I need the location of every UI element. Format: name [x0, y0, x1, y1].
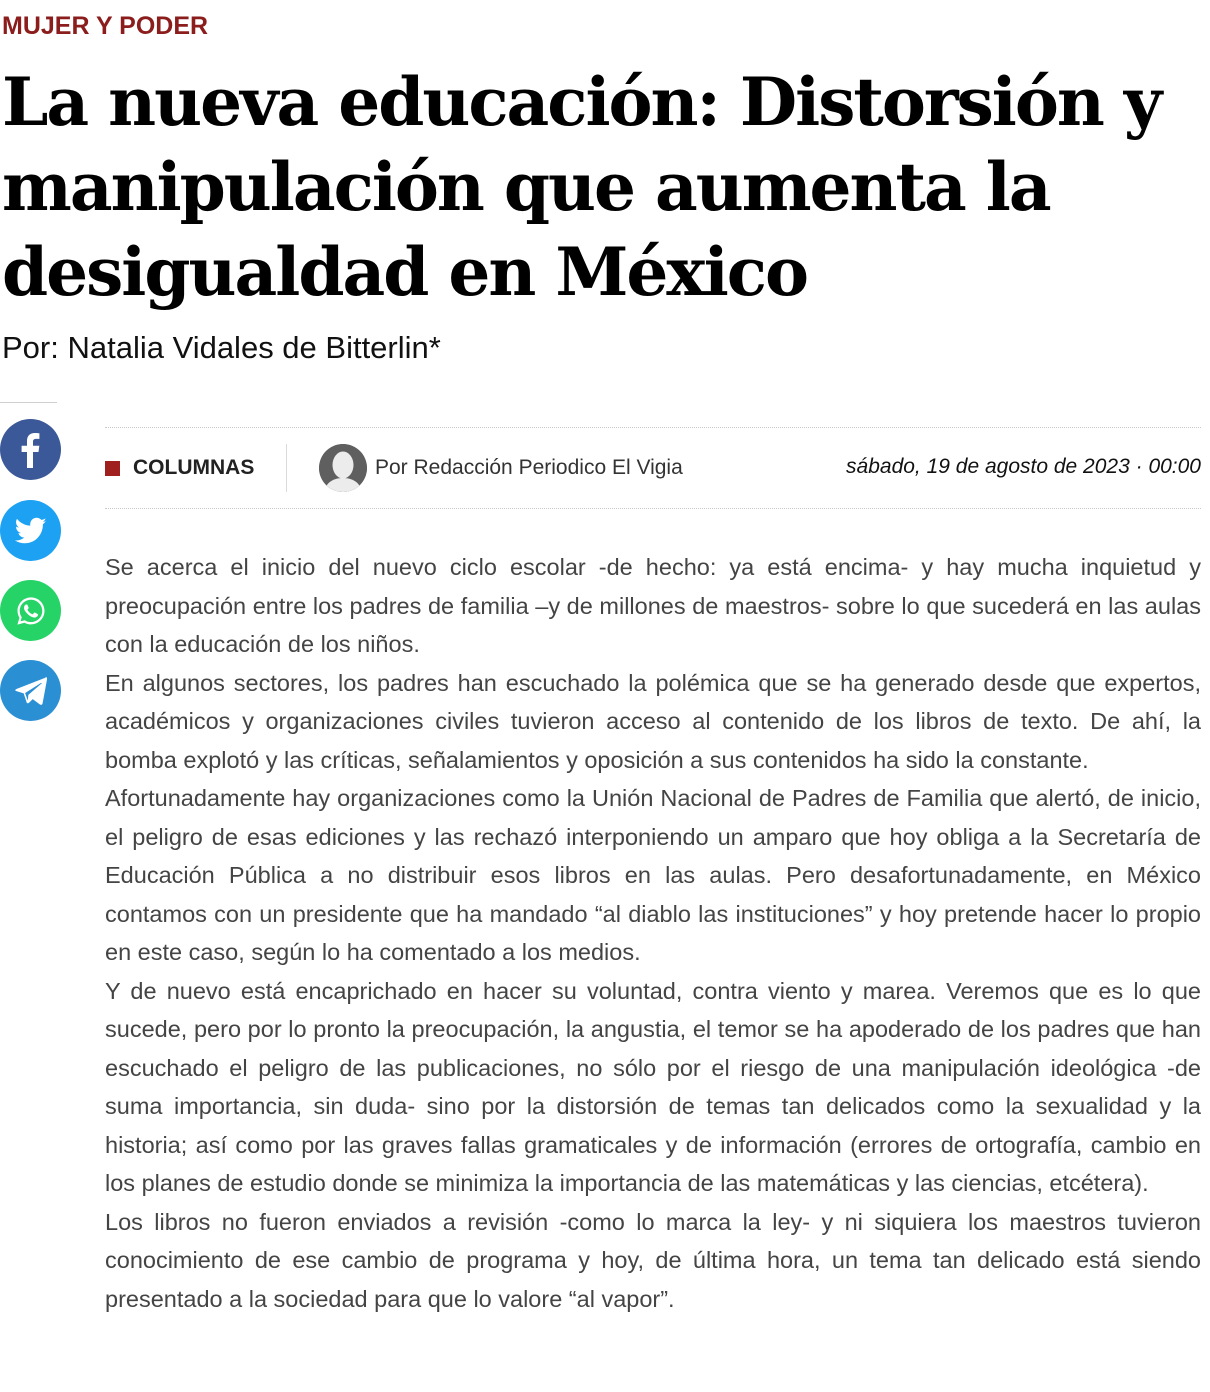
author-name[interactable]: Por Redacción Periodico El Vigia	[375, 456, 683, 479]
publish-date: sábado, 19 de agosto de 2023 · 00:00	[846, 455, 1201, 478]
article-paragraph: Los libros no fueron enviados a revisión -como lo marca la ley- y ni siquiera los maestros tuvieron conocimiento de ese cambio de programa y hoy, de última hora, un tema tan delicado está siendo presentado a la sociedad para que lo valore “al vapor”.	[105, 1208, 1201, 1312]
share-whatsapp-button[interactable]	[0, 580, 61, 641]
article-meta-bar	[105, 427, 1201, 509]
author-block	[319, 444, 683, 492]
share-telegram-button[interactable]	[0, 660, 61, 721]
whatsapp-icon	[14, 594, 48, 628]
share-twitter-button[interactable]	[0, 500, 61, 561]
avatar	[319, 444, 367, 492]
telegram-icon	[15, 677, 47, 705]
meta-divider	[286, 444, 287, 492]
share-facebook-button[interactable]	[0, 419, 61, 480]
article-paragraph: Y de nuevo está encaprichado en hacer su voluntad, contra viento y marea. Veremos que es lo que sucede, pero por lo pronto la preocupación, la angustia, el temor se ha apoderado de los padres que han escuchado el peligro de las publicaciones, no sólo por el riesgo de una manipulación ideológica -de suma importancia, sin duda- sino por la distorsión de temas tan delicados como la sexualidad y la historia; así como por las graves fallas gramaticales y de información (errores de ortografía, cambio en los planes de estudio donde se minimiza la importancia de las matemáticas y las ciencias, etcétera).	[105, 977, 1201, 1196]
article-paragraph: Se acerca el inicio del nuevo ciclo escolar -de hecho: ya está encima- y hay mucha inquietud y preocupación entre los padres de familia –y de millones de maestros- sobre lo que sucederá en las aulas con la educación de los niños.	[105, 554, 1201, 657]
share-divider	[0, 402, 57, 403]
facebook-icon	[16, 432, 46, 468]
twitter-icon	[15, 517, 47, 545]
category-label: COLUMNAS	[133, 456, 255, 479]
article-byline: Por: Natalia Vidales de Bitterlin*	[2, 330, 441, 365]
section-label[interactable]: MUJER Y PODER	[2, 12, 209, 40]
category-link[interactable]	[105, 456, 254, 480]
article-paragraph: En algunos sectores, los padres han escuchado la polémica que se ha generado desde que expertos, académicos y organizaciones civiles tuvieron acceso al contenido de los libros de texto. De ahí, la bomba explotó y las críticas, señalamientos y oposición a sus contenidos ha sido la constante.	[105, 669, 1201, 773]
article-body	[105, 548, 1201, 1318]
user-avatar-icon	[319, 444, 367, 492]
article-paragraph: Afortunadamente hay organizaciones como la Unión Nacional de Padres de Familia que alertó, de inicio, el peligro de esas ediciones y las rechazó interponiendo un amparo que hoy obliga a la Secretaría de Educación Pública a no distribuir esos libros en las aulas. Pero desafortunadamente, en México contamos con un presidente que ha mandado “al diablo las instituciones” y hoy pretende hacer lo propio en este caso, según lo ha comentado a los medios.	[105, 785, 1201, 965]
category-square-icon	[105, 461, 120, 476]
article-headline: La nueva educación: Distorsión y manipulación que aumenta la desigualdad en México	[2, 63, 1161, 311]
